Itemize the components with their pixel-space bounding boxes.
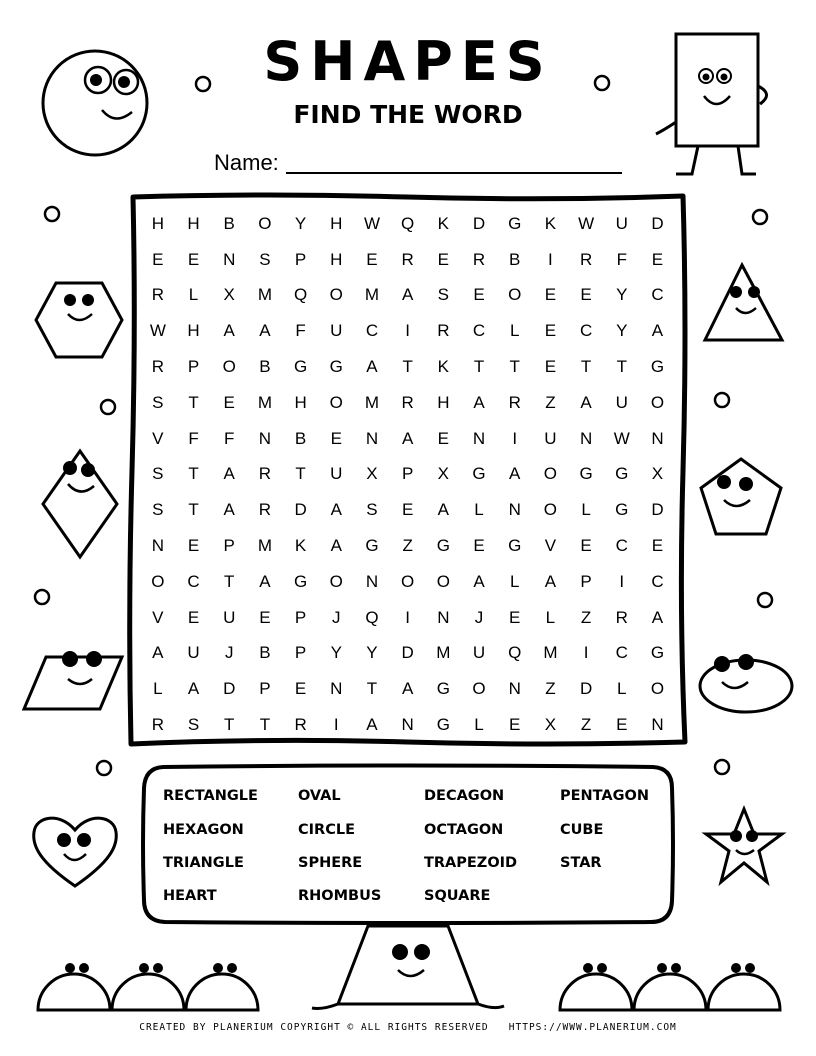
name-field[interactable]: [286, 172, 622, 174]
grid-letter[interactable]: E: [294, 679, 307, 699]
grid-letter[interactable]: O: [401, 571, 415, 591]
grid-letter[interactable]: R: [151, 285, 164, 305]
grid-letter[interactable]: W: [578, 213, 595, 233]
grid-letter[interactable]: S: [152, 500, 164, 520]
grid-letter[interactable]: I: [583, 643, 589, 663]
grid-letter[interactable]: A: [330, 536, 342, 556]
grid-letter[interactable]: R: [258, 464, 272, 484]
grid-letter[interactable]: P: [294, 249, 307, 269]
letter-grid: [140, 206, 676, 743]
grid-letter[interactable]: T: [616, 357, 627, 377]
grid-letter[interactable]: H: [187, 213, 200, 233]
grid-letter[interactable]: Z: [580, 715, 592, 735]
grid-letter[interactable]: O: [543, 464, 558, 484]
grid-letter[interactable]: E: [544, 357, 557, 377]
word-bank-item: RHOMBUS: [298, 888, 382, 904]
grid-letter[interactable]: G: [365, 536, 379, 556]
grid-letter[interactable]: R: [579, 249, 593, 269]
grid-letter[interactable]: V: [152, 428, 164, 448]
grid-letter[interactable]: K: [437, 357, 450, 377]
grid-letter[interactable]: P: [294, 607, 307, 627]
grid-letter[interactable]: O: [508, 285, 522, 305]
grid-letter[interactable]: E: [152, 249, 164, 269]
triangle-character-icon: [702, 262, 786, 344]
grid-letter[interactable]: A: [223, 500, 235, 520]
grid-letter[interactable]: N: [437, 607, 450, 627]
word-bank-item: DECAGON: [424, 788, 505, 804]
grid-letter[interactable]: E: [223, 392, 235, 412]
grid-letter[interactable]: V: [544, 536, 557, 556]
grid-letter[interactable]: S: [259, 249, 271, 269]
grid-letter[interactable]: U: [223, 607, 236, 627]
grid-letter[interactable]: G: [472, 464, 486, 484]
grid-letter[interactable]: L: [474, 500, 484, 520]
grid-letter[interactable]: G: [329, 357, 343, 377]
grid-letter[interactable]: I: [405, 321, 411, 341]
grid-letter[interactable]: Q: [401, 213, 415, 233]
grid-letter[interactable]: I: [512, 428, 518, 448]
grid-letter[interactable]: A: [366, 357, 378, 377]
parallelogram-character-icon: [22, 645, 126, 713]
grid-letter[interactable]: T: [295, 464, 306, 484]
grid-letter[interactable]: C: [365, 321, 379, 341]
grid-letter[interactable]: D: [651, 500, 664, 520]
grid-letter[interactable]: A: [401, 428, 414, 448]
grid-letter[interactable]: R: [472, 249, 486, 269]
grid-row: [140, 349, 676, 385]
grid-letter[interactable]: D: [223, 679, 236, 699]
grid-letter[interactable]: G: [650, 643, 665, 663]
grid-letter[interactable]: E: [580, 536, 592, 556]
grid-letter[interactable]: S: [437, 285, 450, 305]
grid-letter[interactable]: A: [187, 679, 200, 699]
grid-letter[interactable]: L: [617, 679, 627, 699]
word-bank-item: OVAL: [298, 788, 341, 804]
grid-letter[interactable]: Q: [365, 607, 379, 627]
grid-letter[interactable]: J: [332, 607, 341, 627]
grid-row: [140, 636, 676, 672]
grid-letter[interactable]: I: [619, 571, 625, 591]
heart-character-icon: [30, 812, 120, 890]
grid-letter[interactable]: U: [615, 213, 628, 233]
grid-letter[interactable]: E: [473, 285, 485, 305]
grid-letter[interactable]: U: [472, 643, 486, 663]
grid-letter[interactable]: O: [329, 571, 343, 591]
grid-letter[interactable]: D: [401, 643, 414, 663]
grid-letter[interactable]: E: [187, 607, 200, 627]
grid-letter[interactable]: G: [615, 464, 629, 484]
grid-letter[interactable]: H: [187, 321, 200, 341]
page-subtitle: FIND THE WORD: [293, 100, 523, 129]
grid-letter[interactable]: R: [151, 715, 164, 735]
grid-letter[interactable]: B: [223, 213, 235, 233]
grid-letter[interactable]: G: [508, 213, 522, 233]
grid-letter[interactable]: O: [329, 285, 343, 305]
grid-letter[interactable]: Z: [580, 607, 592, 627]
grid-letter[interactable]: L: [474, 715, 484, 735]
grid-letter[interactable]: M: [257, 392, 272, 412]
grid-letter[interactable]: O: [543, 500, 558, 520]
word-bank-item: HEXAGON: [163, 822, 244, 838]
grid-letter[interactable]: M: [257, 536, 272, 556]
grid-letter[interactable]: X: [437, 464, 450, 484]
grid-letter[interactable]: A: [330, 500, 342, 520]
grid-letter[interactable]: B: [294, 428, 307, 448]
grid-letter[interactable]: F: [188, 428, 199, 448]
grid-letter[interactable]: E: [651, 536, 664, 556]
grid-letter[interactable]: N: [151, 536, 164, 556]
grid-letter[interactable]: E: [187, 249, 200, 269]
footer-credit: CREATED BY PLANERIUM COPYRIGHT © ALL RIGHTS RESERVED HTTPS://WWW.PLANERIUM.COM: [139, 1022, 677, 1033]
grid-letter[interactable]: X: [366, 464, 378, 484]
grid-letter[interactable]: O: [472, 679, 486, 699]
grid-letter[interactable]: C: [615, 643, 628, 663]
grid-letter[interactable]: G: [293, 571, 308, 591]
word-bank-item: HEART: [163, 888, 217, 904]
grid-letter[interactable]: A: [651, 607, 664, 627]
grid-letter[interactable]: R: [401, 392, 414, 412]
grid-letter[interactable]: N: [651, 428, 664, 448]
grid-letter[interactable]: C: [615, 536, 628, 556]
grid-row: [140, 492, 676, 528]
grid-letter[interactable]: D: [579, 679, 593, 699]
grid-letter[interactable]: K: [437, 213, 450, 233]
semicircle-character-icon: [558, 956, 782, 1012]
grid-letter[interactable]: T: [509, 357, 520, 377]
word-bank-item: SPHERE: [298, 855, 363, 871]
grid-letter[interactable]: G: [650, 357, 665, 377]
grid-letter[interactable]: T: [224, 571, 235, 591]
grid-row: [140, 600, 676, 636]
grid-letter[interactable]: Y: [294, 213, 307, 233]
grid-letter[interactable]: A: [473, 571, 485, 591]
grid-letter[interactable]: N: [508, 500, 521, 520]
grid-letter[interactable]: U: [330, 321, 343, 341]
grid-letter[interactable]: Q: [293, 285, 308, 305]
grid-letter[interactable]: N: [258, 428, 272, 448]
grid-letter[interactable]: O: [222, 357, 236, 377]
grid-letter[interactable]: O: [258, 213, 272, 233]
grid-letter[interactable]: P: [580, 571, 592, 591]
grid-letter[interactable]: X: [544, 715, 557, 735]
grid-letter[interactable]: O: [650, 392, 665, 412]
grid-letter[interactable]: P: [223, 536, 235, 556]
rectangle-character-icon: [646, 34, 776, 180]
grid-letter[interactable]: S: [366, 500, 378, 520]
grid-letter[interactable]: J: [474, 607, 484, 627]
grid-letter[interactable]: N: [365, 571, 379, 591]
trapezoid-character-icon: [308, 924, 508, 1016]
grid-letter[interactable]: Z: [545, 392, 556, 412]
grid-letter[interactable]: F: [224, 428, 235, 448]
grid-letter[interactable]: X: [651, 464, 664, 484]
grid-letter[interactable]: G: [579, 464, 593, 484]
grid-letter[interactable]: C: [579, 321, 593, 341]
grid-letter[interactable]: D: [294, 500, 307, 520]
grid-letter[interactable]: X: [223, 285, 235, 305]
grid-letter[interactable]: G: [615, 500, 629, 520]
grid-letter[interactable]: O: [329, 392, 343, 412]
grid-letter[interactable]: I: [405, 607, 411, 627]
grid-letter[interactable]: N: [651, 715, 664, 735]
grid-letter[interactable]: E: [401, 500, 414, 520]
grid-letter[interactable]: M: [364, 392, 380, 412]
grid-letter[interactable]: W: [149, 321, 166, 341]
grid-letter[interactable]: E: [437, 428, 450, 448]
oval-character-icon: [698, 646, 796, 714]
grid-letter[interactable]: R: [151, 357, 164, 377]
grid-letter[interactable]: S: [152, 392, 164, 412]
grid-letter[interactable]: E: [580, 285, 592, 305]
grid-letter[interactable]: P: [259, 679, 271, 699]
grid-letter[interactable]: P: [401, 464, 414, 484]
grid-letter[interactable]: N: [223, 249, 236, 269]
grid-row: [140, 313, 676, 349]
name-label: Name:: [214, 150, 279, 175]
grid-letter[interactable]: Y: [366, 643, 378, 663]
grid-letter[interactable]: L: [153, 679, 163, 699]
rhombus-character-icon: [40, 448, 120, 560]
grid-letter[interactable]: D: [651, 213, 664, 233]
grid-letter[interactable]: C: [187, 571, 200, 591]
grid-letter[interactable]: P: [294, 643, 307, 663]
grid-letter[interactable]: A: [152, 643, 164, 663]
grid-row: [140, 242, 676, 278]
grid-letter[interactable]: C: [651, 285, 664, 305]
grid-letter[interactable]: E: [616, 715, 628, 735]
word-bank-item: CIRCLE: [298, 822, 355, 838]
grid-row: [140, 707, 676, 743]
grid-letter[interactable]: L: [581, 500, 591, 520]
grid-letter[interactable]: E: [509, 607, 521, 627]
grid-letter[interactable]: H: [330, 213, 343, 233]
word-bank-item: TRAPEZOID: [424, 855, 518, 871]
grid-letter[interactable]: O: [650, 679, 665, 699]
grid-letter[interactable]: J: [224, 643, 234, 663]
grid-letter[interactable]: O: [151, 571, 165, 591]
grid-letter[interactable]: E: [366, 249, 378, 269]
grid-letter[interactable]: E: [473, 536, 485, 556]
grid-letter[interactable]: G: [293, 357, 308, 377]
grid-letter[interactable]: E: [544, 285, 557, 305]
circle-character-icon: [40, 48, 150, 158]
grid-letter[interactable]: T: [366, 679, 378, 699]
grid-letter[interactable]: W: [363, 213, 380, 233]
grid-letter[interactable]: Y: [616, 285, 628, 305]
grid-letter[interactable]: B: [509, 249, 521, 269]
grid-letter[interactable]: U: [615, 392, 628, 412]
grid-row: [140, 528, 676, 564]
grid-letter[interactable]: G: [436, 679, 450, 699]
grid-letter[interactable]: E: [544, 321, 557, 341]
grid-letter[interactable]: E: [509, 715, 521, 735]
grid-letter[interactable]: T: [580, 357, 592, 377]
grid-letter[interactable]: R: [437, 321, 450, 341]
grid-letter[interactable]: Z: [545, 679, 556, 699]
grid-letter[interactable]: E: [259, 607, 271, 627]
grid-letter[interactable]: A: [544, 571, 557, 591]
grid-letter[interactable]: C: [472, 321, 486, 341]
grid-letter[interactable]: H: [151, 213, 164, 233]
grid-letter[interactable]: N: [472, 428, 486, 448]
word-bank-frame: [141, 764, 675, 925]
grid-letter[interactable]: C: [651, 571, 664, 591]
grid-letter[interactable]: V: [152, 607, 164, 627]
grid-letter[interactable]: F: [295, 321, 306, 341]
grid-letter[interactable]: F: [616, 249, 627, 269]
grid-letter[interactable]: E: [437, 249, 450, 269]
grid-letter[interactable]: M: [364, 285, 380, 305]
grid-letter[interactable]: M: [543, 643, 558, 663]
grid-letter[interactable]: T: [402, 357, 413, 377]
grid-letter[interactable]: G: [436, 536, 450, 556]
grid-letter[interactable]: R: [615, 607, 628, 627]
grid-letter[interactable]: R: [508, 392, 521, 412]
grid-letter[interactable]: A: [259, 571, 271, 591]
hexagon-character-icon: [34, 280, 124, 360]
grid-letter[interactable]: R: [294, 715, 307, 735]
star-character-icon: [704, 806, 784, 886]
grid-letter[interactable]: H: [330, 249, 343, 269]
grid-letter[interactable]: O: [436, 571, 450, 591]
semicircle-character-icon: [36, 956, 260, 1012]
grid-letter[interactable]: A: [651, 321, 664, 341]
grid-letter[interactable]: Y: [616, 321, 628, 341]
grid-letter[interactable]: N: [330, 679, 343, 699]
grid-letter[interactable]: G: [436, 715, 450, 735]
grid-letter[interactable]: U: [330, 464, 343, 484]
grid-row: [140, 278, 676, 314]
word-bank-item: SQUARE: [424, 888, 491, 904]
grid-letter[interactable]: L: [509, 321, 520, 341]
grid-letter[interactable]: A: [401, 285, 414, 305]
grid-letter[interactable]: B: [259, 643, 271, 663]
grid-letter[interactable]: N: [579, 428, 593, 448]
grid-letter[interactable]: A: [223, 321, 235, 341]
grid-row: [140, 421, 676, 457]
grid-letter[interactable]: T: [188, 392, 199, 412]
word-bank-item: OCTAGON: [424, 822, 504, 838]
grid-letter[interactable]: A: [223, 464, 235, 484]
grid-letter[interactable]: I: [548, 249, 553, 269]
grid-row: [140, 385, 676, 421]
grid-letter[interactable]: L: [188, 285, 199, 305]
grid-letter[interactable]: N: [401, 715, 414, 735]
pentagon-character-icon: [698, 456, 784, 538]
grid-letter[interactable]: Y: [330, 643, 342, 663]
grid-letter[interactable]: W: [613, 428, 630, 448]
grid-letter[interactable]: H: [294, 392, 307, 412]
grid-letter[interactable]: Q: [508, 643, 522, 663]
grid-letter[interactable]: B: [259, 357, 271, 377]
page-title: SHAPES: [263, 30, 553, 93]
grid-letter[interactable]: T: [188, 464, 199, 484]
grid-letter[interactable]: H: [437, 392, 450, 412]
grid-letter[interactable]: A: [580, 392, 592, 412]
grid-letter[interactable]: A: [366, 715, 378, 735]
grid-letter[interactable]: G: [508, 536, 522, 556]
word-bank-item: TRIANGLE: [163, 855, 244, 871]
grid-letter[interactable]: P: [187, 357, 200, 377]
grid-letter[interactable]: K: [294, 536, 307, 556]
grid-letter[interactable]: E: [187, 536, 200, 556]
grid-letter[interactable]: K: [544, 213, 557, 233]
grid-letter[interactable]: S: [187, 715, 200, 735]
grid-letter[interactable]: L: [545, 607, 556, 627]
grid-row: [140, 564, 676, 600]
grid-letter[interactable]: M: [257, 285, 272, 305]
grid-letter[interactable]: Z: [402, 536, 413, 556]
grid-letter[interactable]: U: [187, 643, 200, 663]
grid-letter[interactable]: U: [544, 428, 557, 448]
grid-row: [140, 457, 676, 493]
grid-letter[interactable]: A: [473, 392, 485, 412]
grid-letter[interactable]: T: [224, 715, 235, 735]
grid-letter[interactable]: E: [651, 249, 664, 269]
grid-letter[interactable]: D: [472, 213, 486, 233]
word-bank-item: CUBE: [560, 822, 604, 838]
grid-letter[interactable]: R: [258, 500, 272, 520]
grid-letter[interactable]: E: [330, 428, 342, 448]
grid-letter[interactable]: S: [152, 464, 164, 484]
grid-letter[interactable]: L: [509, 571, 520, 591]
grid-letter[interactable]: N: [365, 428, 379, 448]
grid-row: [140, 671, 676, 707]
word-bank-item: STAR: [560, 855, 602, 871]
grid-letter[interactable]: T: [473, 357, 485, 377]
grid-letter[interactable]: A: [401, 679, 414, 699]
grid-row: [140, 206, 676, 242]
grid-letter[interactable]: M: [436, 643, 451, 663]
grid-letter[interactable]: A: [509, 464, 521, 484]
grid-letter[interactable]: T: [188, 500, 199, 520]
grid-letter[interactable]: R: [401, 249, 414, 269]
word-bank-item: RECTANGLE: [163, 788, 258, 804]
word-bank-item: PENTAGON: [560, 788, 650, 804]
grid-letter[interactable]: A: [437, 500, 450, 520]
grid-letter[interactable]: A: [259, 321, 271, 341]
grid-letter[interactable]: I: [333, 715, 339, 735]
grid-letter[interactable]: T: [259, 715, 271, 735]
grid-letter[interactable]: N: [508, 679, 521, 699]
